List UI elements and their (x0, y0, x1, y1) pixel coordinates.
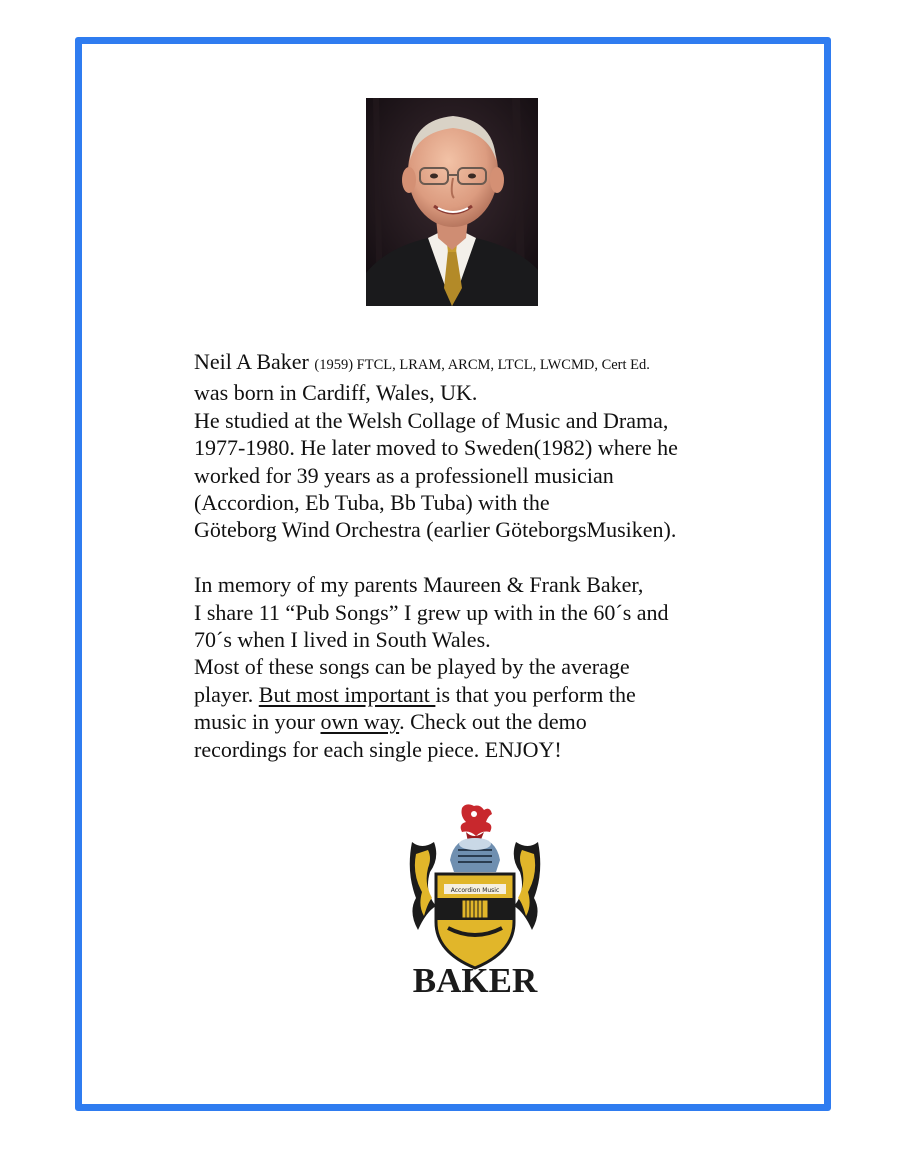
author-name: Neil A Baker (194, 349, 309, 374)
crest-label: BAKER (412, 961, 538, 1000)
memory-line-4: Most of these songs can be played by the average (194, 654, 630, 680)
memory-line-6 (194, 708, 774, 735)
memory-line-5-end: is that you perform the (435, 681, 636, 707)
biography-text (194, 348, 774, 763)
bio-line-2: He studied at the Welsh Collage of Music and Drama, (194, 407, 669, 433)
portrait-photo (366, 98, 538, 306)
helmet-icon (450, 838, 500, 872)
paragraph-gap (194, 544, 774, 571)
memory-line-5 (194, 681, 774, 708)
shield-icon (436, 874, 514, 968)
bio-line-5: (Accordion, Eb Tuba, Bb Tuba) with the (194, 490, 550, 516)
accordion-icon (462, 900, 488, 918)
memory-line-6-end: . Check out the demo (399, 709, 587, 735)
emphasis-most-important: But most important (258, 681, 436, 707)
dragon-icon (461, 804, 492, 842)
memory-line-3: 70´s when I lived in South Wales. (194, 627, 491, 653)
shield-motto: Accordion Music (450, 887, 500, 894)
baker-family-crest (404, 802, 546, 1002)
bio-line-1: was born in Cardiff, Wales, UK. (194, 380, 478, 406)
portrait-illustration (366, 98, 538, 306)
memory-line-6-start: music in your (194, 709, 321, 735)
memory-line-1: In memory of my parents Maureen & Frank Baker, (194, 572, 644, 598)
bio-line-4: worked for 39 years as a professionell musician (194, 462, 614, 488)
bio-line-6: Göteborg Wind Orchestra (earlier GöteborgsMusiken). (194, 517, 677, 543)
memory-line-7: recordings for each single piece. ENJOY! (194, 736, 562, 762)
memory-line-2: I share 11 “Pub Songs” I grew up with in the 60´s and (194, 599, 669, 625)
memory-line-5-start: player. (194, 681, 259, 707)
emphasis-own-way: own way (320, 709, 400, 735)
bio-heading-line (194, 348, 774, 379)
bio-line-3: 1977-1980. He later moved to Sweden(1982) where he (194, 435, 678, 461)
author-credentials: (1959) FTCL, LRAM, ARCM, LTCL, LWCMD, Cert Ed. (314, 357, 650, 373)
crest-icon (404, 802, 546, 1002)
